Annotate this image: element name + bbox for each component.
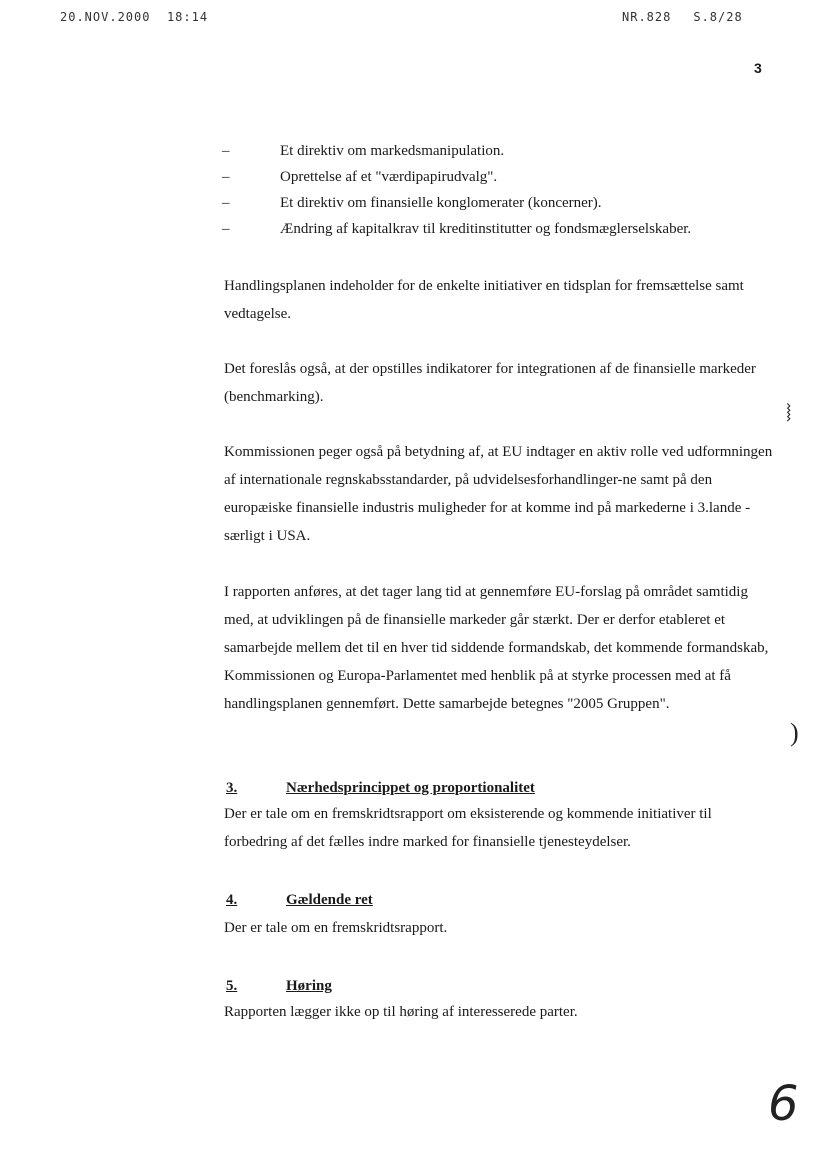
section-title: Gældende ret [286, 892, 373, 908]
section-title: Nærhedsprincippet og proportionalitet [286, 780, 535, 796]
paragraph-benchmarking: Det foreslås også, at der opstilles indikatorer for integrationen af de finansielle markeder (benchmarking). [224, 361, 756, 405]
list-item [222, 138, 782, 164]
section-body: Der er tale om en fremskridtsrapport. [224, 920, 448, 936]
fax-date: 20.NOV.2000 [60, 10, 151, 24]
margin-bracket-mark: ) [790, 718, 799, 747]
paragraph-timeline: Handlingsplanen indeholder for de enkelte initiativer en tidsplan for fremsættelse samt vedtagelse. [224, 278, 744, 322]
bullet-dash: – [222, 195, 230, 211]
paragraph-commission: Kommissionen peger også på betydning af, at EU indtager en aktiv rolle ved udformningen af internationale regnskabsstandarder, på udvidelsesforhandlinger-ne samt på den europæiske finansielle industris muligheder for at komme ind på markederne i 3.lande - særligt i USA. [224, 444, 773, 544]
section-number: 3. [226, 780, 238, 796]
bullet-dash: – [222, 221, 230, 237]
bullet-dash: – [222, 143, 230, 159]
initiatives-list [222, 138, 782, 242]
list-item [222, 164, 782, 190]
list-item-text: Ændring af kapitalkrav til kreditinstitutter og fondsmæglerselskaber. [280, 221, 692, 237]
fax-page: S.8/28 [693, 10, 743, 24]
handwritten-page-number: 6 [768, 1076, 799, 1132]
fax-header [0, 10, 827, 30]
section-number: 5. [226, 978, 238, 994]
fax-page-info [622, 10, 765, 24]
fax-time: 18:14 [166, 10, 209, 24]
paragraph-report: I rapporten anføres, at det tager lang tid at gennemføre EU-forslag på området samtidig med, at udviklingen på de finansielle markeder går stærkt. Der er derfor etableret et samarbejde mellem det til en hver tid siddende formandskab, det kommende formandskab, Kommissionen og Europa-Parlamentet med henblik på at styrke processen med at få handlingsplanen gennemført. Dette samarbejde betegnes "2005 Gruppen". [224, 584, 769, 712]
list-item-text: Et direktiv om finansielle konglomerater (koncerner). [280, 195, 602, 211]
list-item-text: Oprettelse af et "værdipapirudvalg". [280, 169, 498, 185]
margin-bracket-mark: ⧘ [786, 398, 792, 427]
page-number: 3 [754, 60, 762, 76]
section-body: Der er tale om en fremskridtsrapport om eksisterende og kommende initiativer til forbedring af det fælles indre marked for finansielle tjenesteydelser. [224, 806, 712, 850]
fax-datetime [60, 10, 208, 24]
list-item [222, 190, 782, 216]
section-body: Rapporten lægger ikke op til høring af interesserede parter. [224, 1004, 578, 1020]
section-number: 4. [226, 892, 238, 908]
section-title: Høring [286, 978, 332, 994]
fax-number: NR.828 [622, 10, 672, 24]
bullet-dash: – [222, 169, 230, 185]
list-item-text: Et direktiv om markedsmanipulation. [280, 143, 505, 159]
list-item [222, 216, 782, 242]
